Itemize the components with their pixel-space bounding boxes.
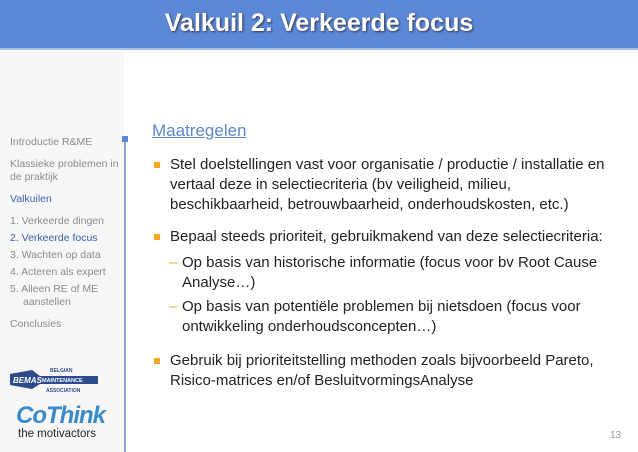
cothink-tagline: the motivactors [18, 428, 96, 440]
nav-subitem-line: 5. Alleen RE of ME [10, 283, 99, 295]
divider [124, 138, 126, 452]
nav-subitem-line: aanstellen [23, 296, 71, 308]
bullet: Bepaal steeds prioriteit, gebruikmakend van deze selectiecriteria: [152, 227, 622, 247]
nav-item[interactable]: Introductie R&ME [10, 136, 93, 148]
nav-subitem[interactable]: 3. Wachten op data [10, 249, 101, 261]
nav-item[interactable]: Klassieke problemen in de praktijk [10, 158, 119, 183]
slide-content [152, 121, 622, 403]
bemas-logo [10, 364, 100, 394]
section-heading: Maatregelen [152, 121, 247, 140]
nav-item-active[interactable]: Valkuilen [10, 193, 52, 205]
bullet: Gebruik bij prioriteitstelling methoden zoals bijvoorbeeld Pareto, Risico-matrices en/of BesluitvormingsAnalyse [152, 351, 622, 391]
nav-subitem[interactable]: 4. Acteren als expert [10, 266, 106, 278]
title-bar [0, 0, 638, 50]
nav-item[interactable]: Conclusies [10, 318, 62, 330]
svg-text:BEMAS: BEMAS [13, 376, 42, 385]
page-number: 13 [610, 430, 622, 441]
cothink-logo: CoThink [16, 402, 105, 429]
svg-text:ASSOCIATION: ASSOCIATION [46, 388, 81, 394]
svg-text:BELGIAN: BELGIAN [50, 368, 73, 374]
svg-text:MAINTENANCE: MAINTENANCE [42, 378, 83, 384]
nav-subitem[interactable]: 1. Verkeerde dingen [10, 215, 104, 227]
nav-subitem[interactable] [10, 283, 122, 309]
sub-bullet: – Op basis van historische informatie (focus voor bv Root Cause Analyse…) [152, 253, 622, 293]
nav-subitem-active[interactable]: 2. Verkeerde focus [10, 232, 98, 244]
agenda-nav [10, 136, 122, 340]
progress-marker [122, 136, 128, 142]
sub-bullet: – Op basis van potentiële problemen bij nietsdoen (focus voor ontwikkeling onderhoudsconcepten…) [152, 297, 622, 337]
slide-title: Valkuil 2: Verkeerde focus [164, 9, 474, 37]
bullet: Stel doelstellingen vast voor organisatie / productie / installatie en vertaal deze in selectiecriteria (bv veiligheid, milieu, beschikbaarheid, betrouwbaarheid, onderhoudskosten, etc.) [152, 155, 622, 215]
